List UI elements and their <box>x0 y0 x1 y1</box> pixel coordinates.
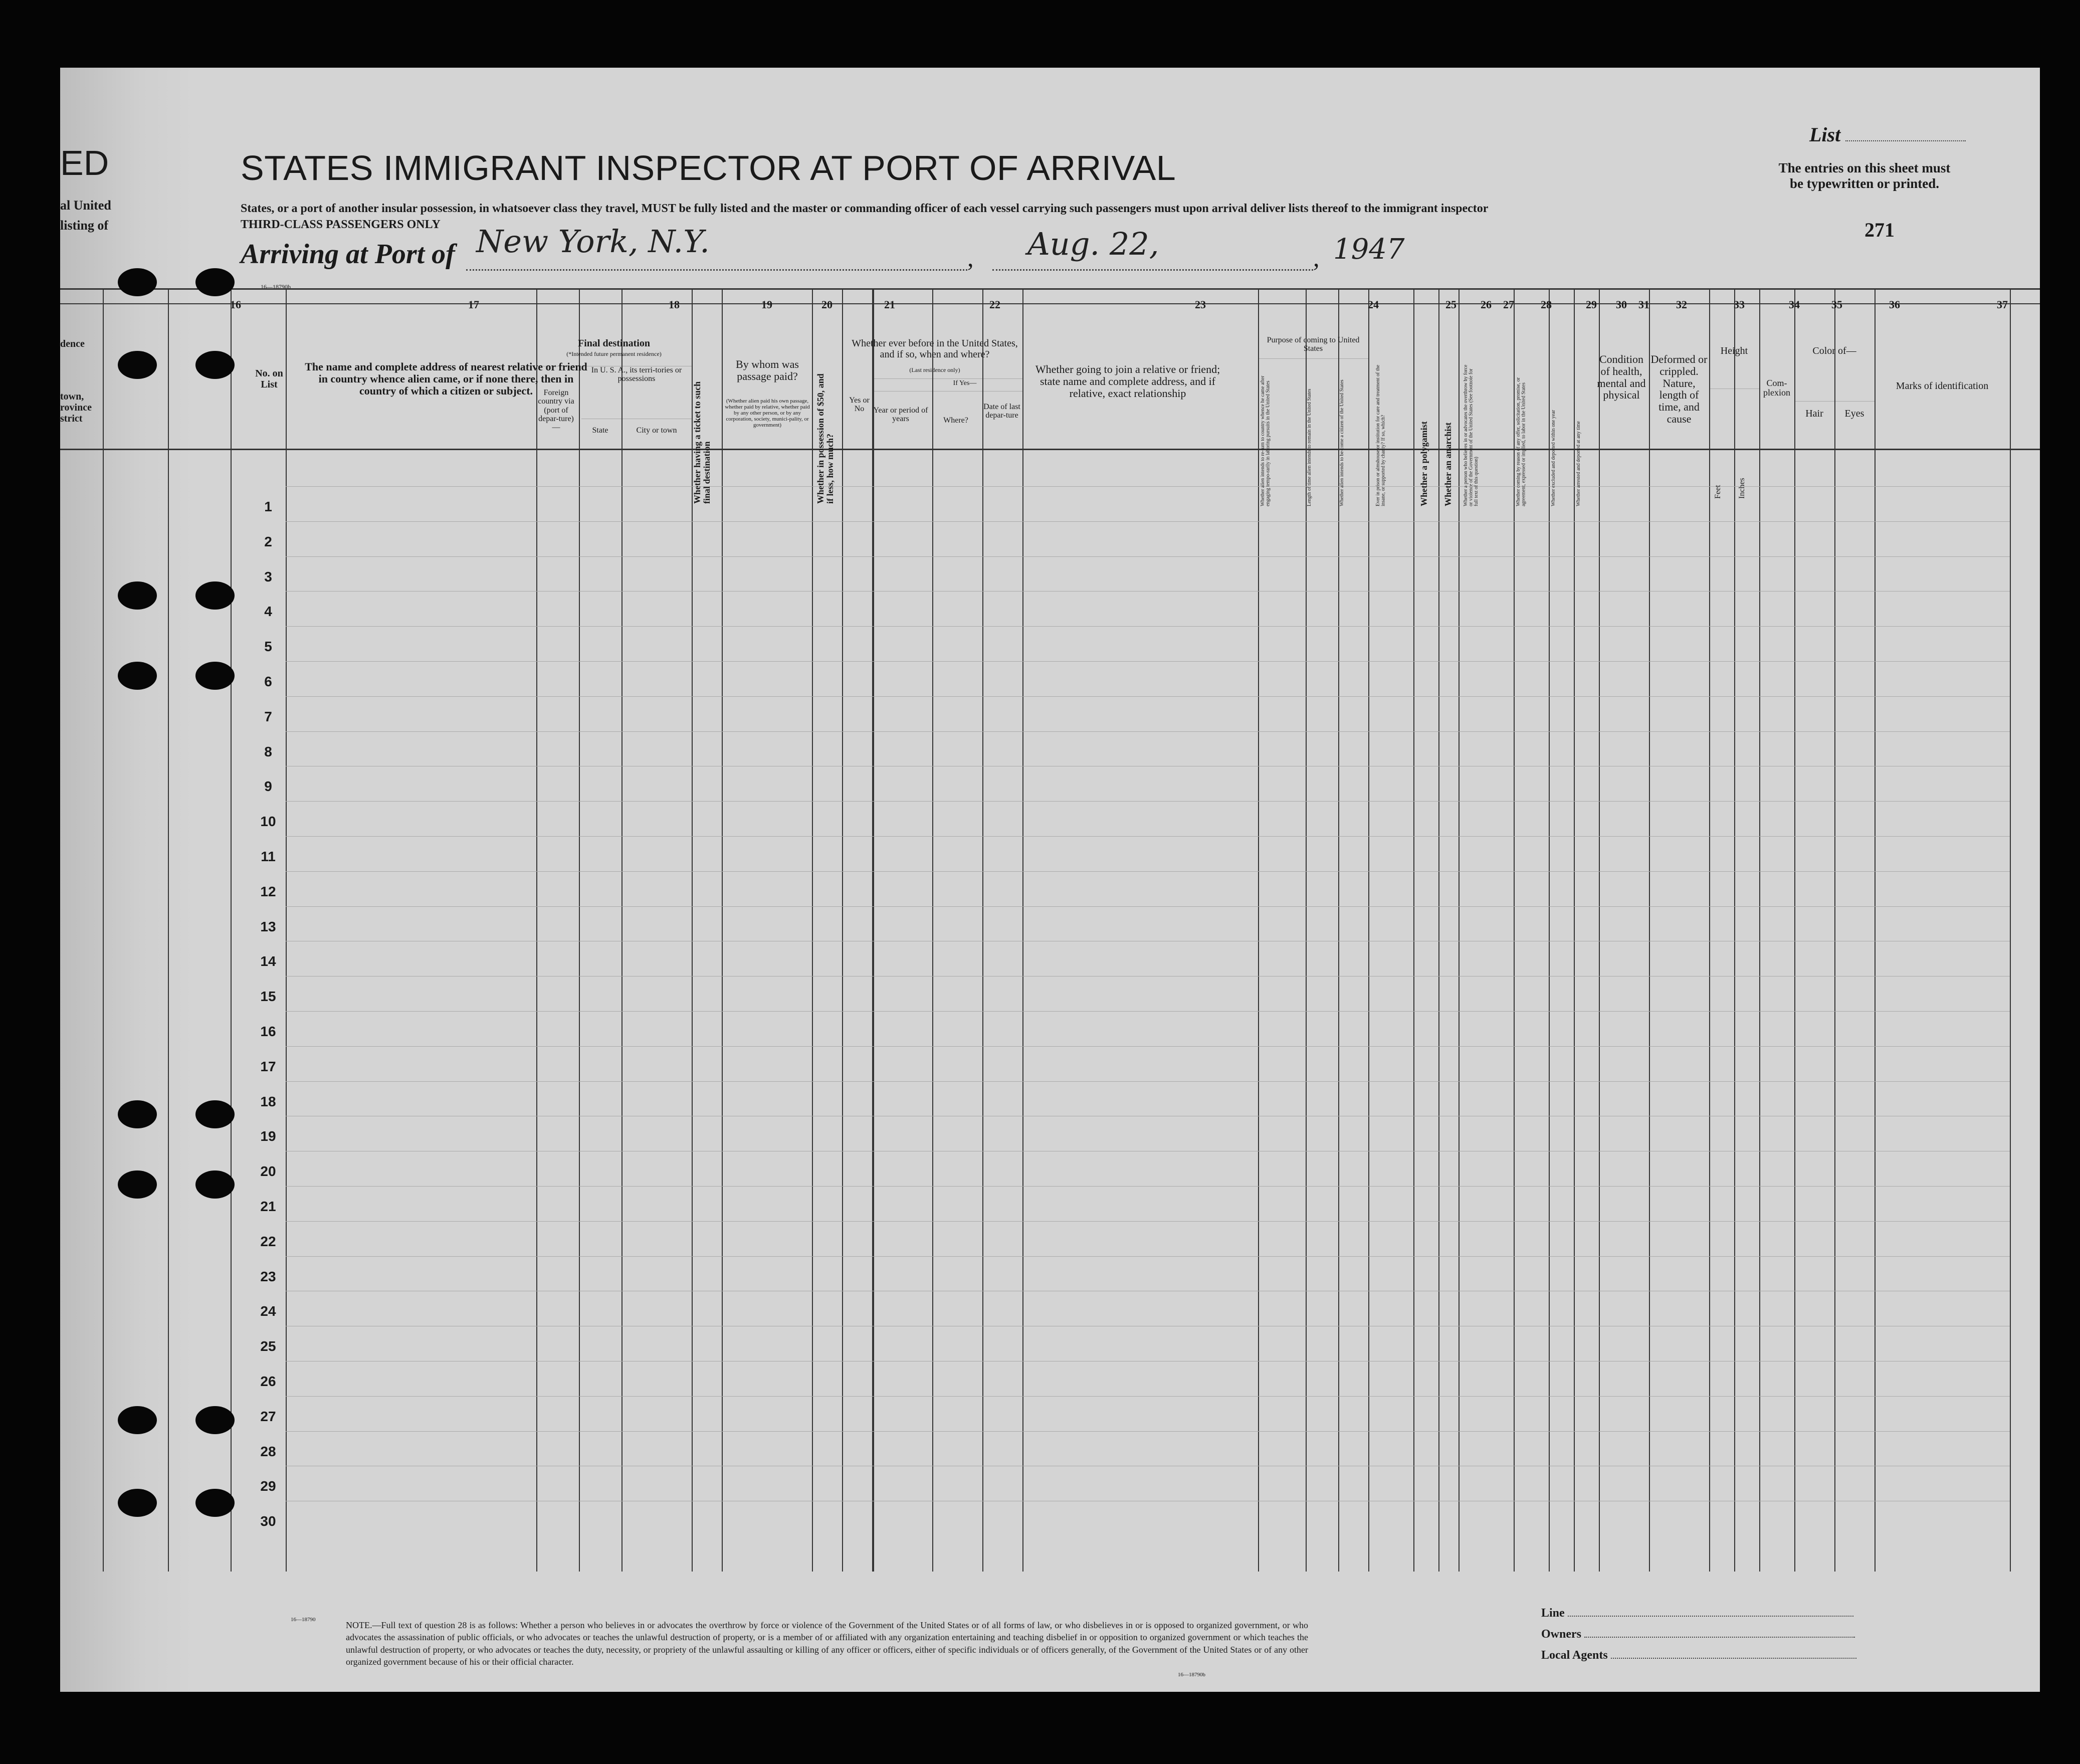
grid-vline <box>1834 288 1835 1572</box>
row-number: 6 <box>264 674 272 689</box>
grid-vline <box>842 288 843 1572</box>
left-stub-label-2: town, <box>60 391 84 402</box>
row-number: 11 <box>261 849 276 864</box>
row-number: 9 <box>264 778 272 795</box>
grid-vline <box>1574 288 1575 1572</box>
grid-vline <box>168 288 169 1572</box>
grid-hline <box>286 1011 2010 1012</box>
grid-vline <box>536 288 537 1572</box>
grid-vline <box>1794 288 1795 1572</box>
list-label: List <box>1809 123 1841 146</box>
left-title-fragment: ED <box>60 143 109 182</box>
punch-hole <box>118 662 157 690</box>
left-line-2: listing of <box>60 218 109 233</box>
row-number: 15 <box>260 989 276 1005</box>
left-stub-label-4: strict <box>60 413 83 424</box>
folded-page-edge <box>60 68 195 1692</box>
row-number: 28 <box>260 1443 276 1459</box>
col-21-number: 21 <box>884 298 895 311</box>
agents-value <box>1611 1658 1856 1659</box>
grid-hline <box>286 1256 2010 1257</box>
punch-hole <box>195 1100 235 1128</box>
agents-label: Local Agents <box>1541 1649 1608 1662</box>
col-16-label: No. on List <box>255 368 283 390</box>
punch-hole <box>195 268 235 296</box>
grid-vline <box>1734 288 1735 1572</box>
col-27-number: 27 <box>1503 298 1514 311</box>
col-34-number: 34 <box>1789 298 1800 311</box>
col-28-number: 28 <box>1541 298 1552 311</box>
grid-hline <box>286 1081 2010 1082</box>
port-line <box>466 269 967 271</box>
class-line: THIRD-CLASS PASSENGERS ONLY <box>241 218 441 231</box>
grid-vline <box>932 391 933 1572</box>
grid-hline <box>286 1431 2010 1432</box>
grid-vline <box>1258 288 1259 1572</box>
row-number: 8 <box>264 743 272 759</box>
grid-hline <box>286 591 2010 592</box>
col-34-inches: Inches <box>1738 478 1746 499</box>
punch-hole <box>195 662 235 690</box>
punch-hole <box>195 581 235 610</box>
grid-vline <box>1438 288 1439 1572</box>
year-handwritten: 1947 <box>1333 233 1405 266</box>
col-32-label: Condition of health, mental and physical <box>1597 353 1646 402</box>
row-number: 19 <box>260 1128 276 1144</box>
row-number: 12 <box>260 883 276 899</box>
col-33-number: 33 <box>1734 298 1745 311</box>
grid-vline <box>579 288 580 1572</box>
instruction-text: States, or a port of another insular possession, in whatsoever class they travel, MUST be fully listed and the master or commanding officer of each vessel carrying such passengers must upon arrival deliver lists thereof to the immigrant inspector <box>241 202 1489 215</box>
owners-field <box>1541 1628 1855 1641</box>
grid-vline <box>1413 288 1414 1572</box>
left-stub-label-3: rovince <box>60 402 92 413</box>
punch-hole <box>195 1406 235 1434</box>
grid-hline <box>286 556 2010 557</box>
punch-hole <box>195 351 235 379</box>
col-21-label: Whether in possession of $50, and if less, how much? <box>815 373 835 504</box>
row-number: 20 <box>260 1163 276 1180</box>
grid-vline <box>873 288 874 1572</box>
col-30-label: Whether excluded and deported within one year <box>1551 410 1556 506</box>
grid-hline <box>60 288 2040 290</box>
comma-1: , <box>967 244 974 272</box>
punch-hole <box>195 1170 235 1199</box>
list-value-line <box>1845 140 1966 141</box>
col-35-label: Com-plexion <box>1763 378 1790 398</box>
owners-label: Owners <box>1541 1628 1581 1641</box>
col-24-label: Purpose of coming to United States <box>1267 336 1360 353</box>
row-number: 1 <box>264 499 272 514</box>
agents-field <box>1541 1649 1856 1662</box>
grid-vline <box>1759 288 1760 1572</box>
col-22-date: Date of last depar-ture <box>983 403 1020 420</box>
page-title: STATES IMMIGRANT INSPECTOR AT PORT OF ARRIVAL <box>241 148 1176 187</box>
col-33-label: Deformed or crippled. Nature, length of time, and cause <box>1650 353 1708 425</box>
row-number: 16 <box>260 1024 276 1039</box>
grid-hline <box>286 521 2010 522</box>
col-37-label: Marks of identification <box>1896 380 1989 391</box>
row-number: 25 <box>260 1338 276 1354</box>
grid-vline <box>982 288 983 1572</box>
grid-hline <box>286 731 2010 732</box>
col-22-sub: (Last residence only) <box>909 366 960 373</box>
sheet-number: 271 <box>1864 219 1895 241</box>
grid-vline <box>2010 288 2011 1572</box>
col-35-number: 35 <box>1831 298 1842 311</box>
form-code: 16—18790b <box>261 283 291 290</box>
grid-hline <box>286 1046 2010 1047</box>
col-18-label: Final destination <box>578 338 650 349</box>
col-17-number: 17 <box>468 298 479 311</box>
row-number: 18 <box>260 1093 276 1109</box>
left-line-1: al United <box>60 198 111 213</box>
port-handwritten: New York, N.Y. <box>476 223 710 260</box>
line-value <box>1568 1616 1853 1617</box>
col-37-number: 37 <box>1997 298 2008 311</box>
col-22-ifyes: If Yes— <box>953 379 977 387</box>
grid-vline <box>1514 288 1515 1572</box>
grid-vline <box>103 288 104 1572</box>
col-18-city: City or town <box>636 426 677 435</box>
col-18-sub: (*Intended future permanent residence) <box>566 350 662 357</box>
grid-vline <box>1649 288 1650 1572</box>
manifest-sheet <box>60 68 2040 1692</box>
punch-hole <box>118 1489 157 1517</box>
punch-hole <box>118 1100 157 1128</box>
col-24-number: 24 <box>1368 298 1379 311</box>
date-line <box>992 269 1313 271</box>
arriving-label: Arriving at Port of <box>241 239 455 270</box>
col-31-number: 31 <box>1638 298 1649 311</box>
grid-hline <box>286 626 2010 627</box>
punch-hole <box>118 268 157 296</box>
col-36-label: Color of— <box>1812 345 1856 356</box>
grid-vline <box>621 288 622 1572</box>
grid-hline <box>286 836 2010 837</box>
row-number: 30 <box>260 1513 276 1529</box>
col-24-c: Whether alien intends to be-come a citizen of the United States <box>1339 379 1345 506</box>
grid-hline <box>1258 358 1368 359</box>
row-number: 22 <box>260 1233 276 1249</box>
grid-hline <box>872 378 1022 379</box>
col-22-where: Where? <box>943 416 968 425</box>
entries-note <box>1759 160 1970 191</box>
grid-hline <box>286 801 2010 802</box>
grid-vline <box>722 288 723 1572</box>
list-field <box>1809 123 1966 146</box>
col-20-number: 20 <box>821 298 833 311</box>
grid-hline <box>286 1396 2010 1397</box>
col-18-number: 18 <box>669 298 680 311</box>
row-number: 14 <box>260 953 276 969</box>
grid-hline <box>286 906 2010 907</box>
col-29-number: 29 <box>1586 298 1597 311</box>
col-18-state: State <box>592 426 608 435</box>
col-22-number: 22 <box>989 298 1000 311</box>
row-number: 21 <box>260 1199 276 1214</box>
col-22-yesno: Yes or No <box>849 396 870 414</box>
col-20-sub: (Whether alien paid his own passage, whether paid by relative, whether paid by any other person, or by any corporation, society, munici-pality, or government) <box>725 398 810 428</box>
grid-vline <box>1022 288 1023 1572</box>
col-22-label: Whether ever before in the United States, and if so, when and where? <box>852 338 1018 360</box>
line-field <box>1541 1607 1853 1620</box>
row-number: 26 <box>260 1374 276 1389</box>
row-number: 23 <box>260 1268 276 1284</box>
row-number: 13 <box>260 918 276 934</box>
row-number: 2 <box>264 533 272 549</box>
col-25-number: 25 <box>1445 298 1457 311</box>
comma-2: , <box>1313 244 1320 272</box>
grid-hline <box>286 871 2010 872</box>
grid-vline <box>1709 288 1710 1572</box>
row-number: 4 <box>264 604 272 620</box>
grid-hline <box>286 661 2010 662</box>
grid-vline <box>1549 288 1550 1572</box>
grid-vline <box>1459 288 1460 1572</box>
col-34-label: Height <box>1720 345 1748 356</box>
left-stub-labels <box>60 391 92 424</box>
grid-hline <box>286 696 2010 697</box>
col-24-a: Whether alien intends to re-turn to country whence he came after engaging tempo-rarily in laboring pursuits in the United States <box>1260 375 1271 506</box>
col-36-number: 36 <box>1889 298 1900 311</box>
footnote-question-28: NOTE.—Full text of question 28 is as follows: Whether a person who believes in or advocates the overthrow by force or violence of the Government of the United States or of all forms of law, or who disbelieves in or is opposed to organized government, or who advocates the assassination of public officials, or who advocates or teaches the unlawful destruction of property, or is a member of or affiliated with any organization entertaining and teaching disbelief in or opposition to organized government or which teaches the unlawful destruction of property, or who advocates or teaches the duty, necessity, or propriety of the unlawful assaulting or killing of any officer or officers, either of specific individuals or of officers generally, of the Government of the United States or of any other organized government because of his or their official character. <box>346 1620 1308 1667</box>
grid-hline <box>286 486 2010 487</box>
col-30-number: 30 <box>1616 298 1627 311</box>
col-28-label: Whether a person who believes in or advocates the overthrow by force or violence of the Government of the United States (See footnote for full text of this question) <box>1463 364 1479 506</box>
punch-hole <box>118 1406 157 1434</box>
grid-vline <box>231 288 232 1572</box>
row-number: 17 <box>260 1058 276 1074</box>
table-code: 16—18790 <box>291 1617 316 1623</box>
grid-vline <box>1875 288 1876 1572</box>
col-16-number: 16 <box>230 298 241 311</box>
col-22-years: Year or period of years <box>873 406 928 424</box>
col-18-usa: In U. S. A., its terri-tories or possessions <box>591 366 682 383</box>
col-24-b: Length of time alien intends to remain in the United States <box>1307 388 1312 506</box>
col-29-label: Whether coming by reason of any offer, solicitation, promise, or agreement, expressed or implied, to labor in the United States <box>1516 377 1527 506</box>
col-23-number: 23 <box>1195 298 1206 311</box>
col-36-hair: Hair <box>1805 408 1823 419</box>
punch-hole <box>118 351 157 379</box>
row-number: 7 <box>264 708 272 724</box>
row-number: 24 <box>260 1303 276 1319</box>
entries-note-2: be typewritten or printed. <box>1790 176 1939 191</box>
punch-hole <box>118 581 157 610</box>
grid-vline <box>1599 288 1600 1572</box>
owners-value <box>1584 1637 1855 1638</box>
footnote-code: 16—18790b <box>1178 1672 1205 1678</box>
col-26-label: Whether a polygamist <box>1419 421 1429 506</box>
row-number: 5 <box>264 639 272 655</box>
row-number: 29 <box>260 1478 276 1494</box>
col-31-label: Whether arrested and deported at any time <box>1576 421 1581 506</box>
punch-hole <box>118 1170 157 1199</box>
col-26-number: 26 <box>1481 298 1492 311</box>
col-27-label: Whether an anarchist <box>1443 422 1453 506</box>
col-23-label: Whether going to join a relative or friend; state name and complete address, and if relative, exact relationship <box>1035 363 1220 400</box>
left-stub-label-1: dence <box>60 338 85 349</box>
col-34-feet: Feet <box>1714 485 1722 499</box>
col-25-label: Ever in prison or almshouse or institution for care and treatment of the insane, or supported by charity? If so, which? <box>1375 364 1386 506</box>
punch-hole <box>195 1489 235 1517</box>
row-number: 3 <box>264 568 272 584</box>
row-number: 27 <box>260 1408 276 1424</box>
date-handwritten: Aug. 22, <box>1027 226 1159 262</box>
grid-vline <box>1368 288 1369 1572</box>
grid-hline <box>286 1186 2010 1187</box>
col-17-label: The name and complete address of nearest relative or friend in country whence alien came, or if none there, then in country of which a citizen or subject. <box>305 360 587 397</box>
col-20-label: By whom was passage paid? <box>736 358 799 382</box>
col-19-number: 19 <box>761 298 772 311</box>
row-number: 10 <box>260 814 276 830</box>
line-label: Line <box>1541 1607 1565 1620</box>
col-19-label: Whether having a ticket to such final destination <box>692 381 712 504</box>
col-18-foreign: Foreign country via (port of depar-ture)— <box>538 388 574 432</box>
grid-hline <box>286 1221 2010 1222</box>
grid-vline <box>812 288 813 1572</box>
col-32-number: 32 <box>1676 298 1687 311</box>
entries-note-1: The entries on this sheet must <box>1778 160 1951 175</box>
col-36-eyes: Eyes <box>1844 408 1864 419</box>
